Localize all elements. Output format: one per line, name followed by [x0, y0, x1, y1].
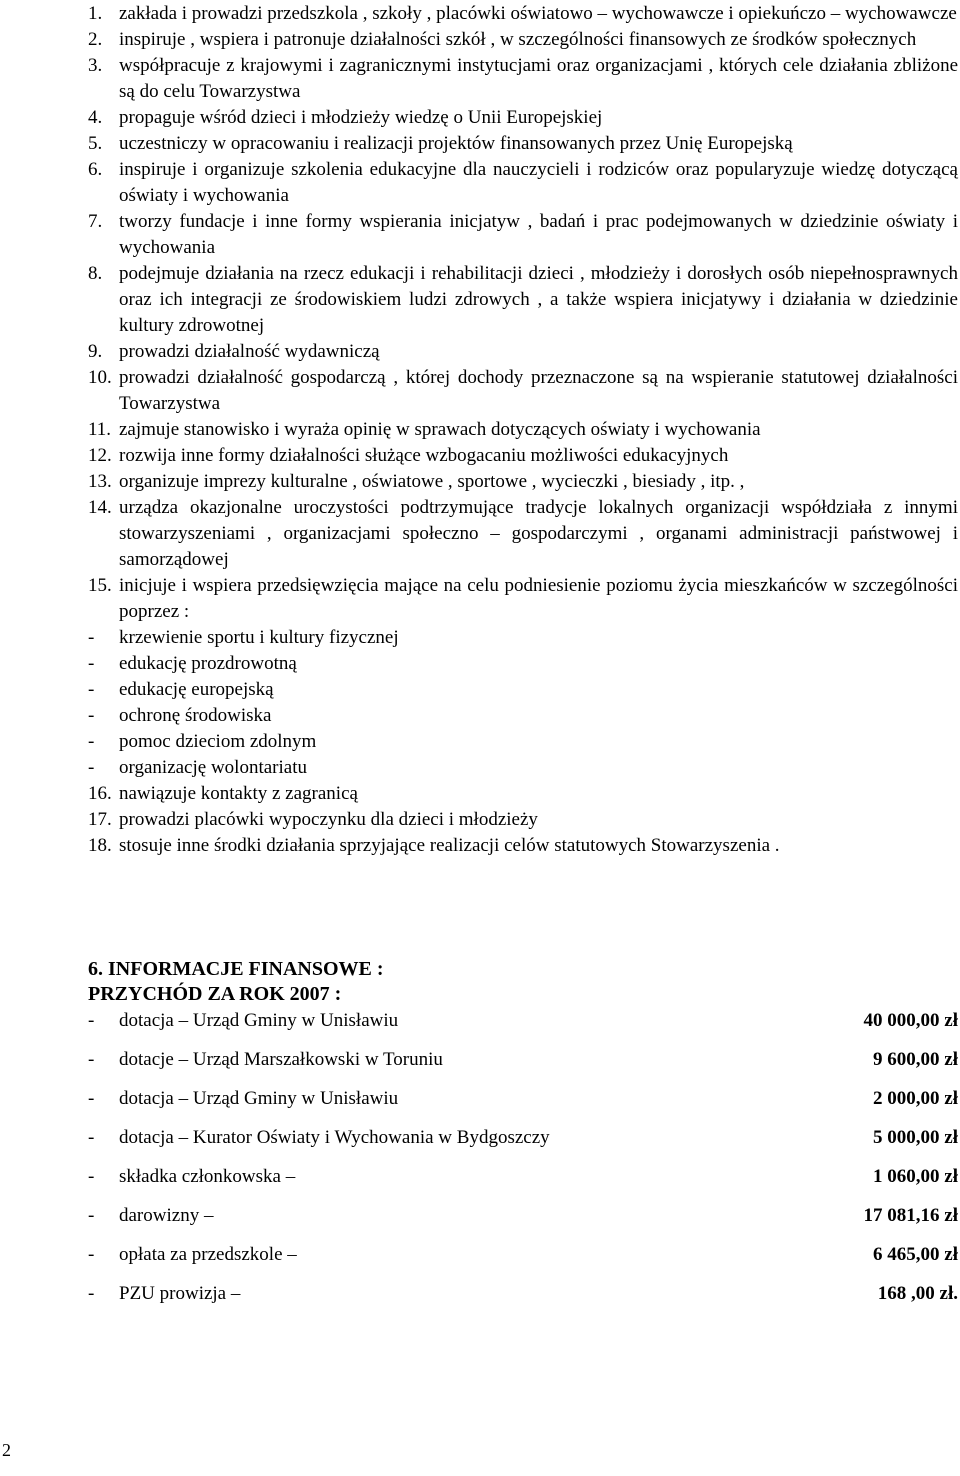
income-row [88, 1163, 958, 1202]
income-row [88, 1124, 958, 1163]
list-item [88, 27, 958, 53]
dash-marker: - [88, 1244, 95, 1265]
dash-marker: - [88, 1088, 95, 1109]
income-label: dotacja – Urząd Gminy w Unisławiu [119, 1088, 399, 1109]
item-number: 5. [88, 133, 103, 154]
dash-marker: - [88, 731, 95, 752]
item-number: 16. [88, 783, 112, 804]
item-number: 17. [88, 809, 112, 830]
sub-list-item [88, 755, 399, 781]
item-number: 12. [88, 445, 112, 466]
income-amount: 40 000,00 zł [863, 1010, 958, 1031]
sub-list-item [88, 677, 399, 703]
item-text: inspiruje i organizuje szkolenia edukacyjne dla nauczycieli i rodziców oraz popularyzuje wiedzę dotyczącą oświaty i wychowania [119, 159, 958, 206]
list-item [88, 261, 958, 339]
item-text: rozwija inne formy działalności służące wzbogacaniu możliwości edukacyjnych [119, 445, 729, 466]
sub-item-text: pomoc dzieciom zdolnym [119, 731, 317, 752]
income-row [88, 1241, 958, 1280]
list-item [88, 417, 958, 443]
item-number: 7. [88, 211, 103, 232]
sub-list [88, 625, 399, 781]
item-number: 18. [88, 835, 112, 856]
dash-marker: - [88, 1127, 95, 1148]
income-label: dotacja – Kurator Oświaty i Wychowania w Bydgoszczy [119, 1127, 550, 1148]
sub-item-text: edukację europejską [119, 679, 274, 700]
dash-marker: - [88, 1283, 95, 1304]
income-row [88, 1280, 958, 1319]
income-amount: 17 081,16 zł [863, 1205, 958, 1226]
income-row [88, 1202, 958, 1241]
item-text: uczestniczy w opracowaniu i realizacji projektów finansowanych przez Unię Europejską [119, 133, 793, 154]
item-number: 1. [88, 3, 103, 24]
income-row [88, 1046, 958, 1085]
sub-item-text: edukację prozdrowotną [119, 653, 297, 674]
income-label: darowizny – [119, 1205, 214, 1226]
income-amount: 5 000,00 zł [873, 1127, 958, 1148]
sub-list-item [88, 729, 399, 755]
income-list [88, 1007, 958, 1319]
income-label: składka członkowska – [119, 1166, 296, 1187]
item-number: 8. [88, 263, 103, 284]
income-amount: 2 000,00 zł [873, 1088, 958, 1109]
item-text: podejmuje działania na rzecz edukacji i rehabilitacji dzieci , młodzieży i dorosłych osób niepełnosprawnych oraz ich integracji ze środowiskiem ludzi zdrowych , a także wspiera inicjatywy i działania w dziedzinie kultury zdrowotnej [119, 263, 958, 336]
list-item [88, 443, 958, 469]
item-text: tworzy fundacje i inne formy wspierania inicjatyw , badań i prac podejmowanych w dziedzinie oświaty i wychowania [119, 211, 958, 258]
list-item [88, 131, 958, 157]
item-number: 9. [88, 341, 103, 362]
income-row [88, 1007, 958, 1046]
sub-list-item [88, 651, 399, 677]
list-item [88, 807, 958, 833]
item-text: inspiruje , wspiera i patronuje działalności szkół , w szczególności finansowych ze środków społecznych [119, 29, 917, 50]
sub-list-item [88, 625, 399, 651]
list-item [88, 365, 958, 417]
list-item [88, 105, 958, 131]
income-label: dotacje – Urząd Marszałkowski w Toruniu [119, 1049, 443, 1070]
sub-list-item [88, 703, 399, 729]
sub-item-text: krzewienie sportu i kultury fizycznej [119, 627, 399, 648]
list-item [88, 495, 958, 573]
sub-item-text: organizację wolontariatu [119, 757, 307, 778]
income-label: dotacja – Urząd Gminy w Unisławiu [119, 1010, 399, 1031]
dash-marker: - [88, 705, 95, 726]
list-item [88, 573, 958, 625]
dash-marker: - [88, 1049, 95, 1070]
item-text: zajmuje stanowisko i wyraża opinię w sprawach dotyczących oświaty i wychowania [119, 419, 761, 440]
item-text: prowadzi działalność wydawniczą [119, 341, 380, 362]
income-amount: 168 ,00 zł. [877, 1283, 958, 1304]
income-subheading: PRZYCHÓD ZA ROK 2007 : [88, 983, 342, 1005]
item-number: 6. [88, 159, 103, 180]
item-text: prowadzi działalność gospodarczą , której dochody przeznaczone są na wspieranie statutowej działalności Towarzystwa [119, 367, 958, 414]
item-number: 10. [88, 367, 112, 388]
income-label: opłata za przedszkole – [119, 1244, 297, 1265]
item-text: współpracuje z krajowymi i zagranicznymi instytucjami oraz organizacjami , których cele działania zbliżone są do celu Towarzystwa [119, 55, 958, 102]
list-item [88, 1, 958, 27]
dash-marker: - [88, 1166, 95, 1187]
item-text: zakłada i prowadzi przedszkola , szkoły , placówki oświatowo – wychowawcze i opiekuńczo – wychowawcze [119, 3, 957, 24]
section-heading: 6. INFORMACJE FINANSOWE : [88, 958, 384, 980]
item-number: 11. [88, 419, 112, 440]
list-item [88, 781, 958, 807]
income-label: PZU prowizja – [119, 1283, 241, 1304]
item-number: 2. [88, 29, 103, 50]
dash-marker: - [88, 679, 95, 700]
dash-marker: - [88, 627, 95, 648]
income-row [88, 1085, 958, 1124]
dash-marker: - [88, 1205, 95, 1226]
item-text: organizuje imprezy kulturalne , oświatowe , sportowe , wycieczki , biesiady , itp. , [119, 471, 745, 492]
item-text: propaguje wśród dzieci i młodzieży wiedzę o Unii Europejskiej [119, 107, 603, 128]
item-number: 3. [88, 55, 103, 76]
activities-list [88, 1, 958, 859]
item-text: nawiązuje kontakty z zagranicą [119, 783, 358, 804]
item-number: 13. [88, 471, 112, 492]
item-text: urządza okazjonalne uroczystości podtrzymujące tradycje lokalnych organizacji współdziała z innymi stowarzyszeniami , organizacjami społeczno – gospodarczymi , organami administracji państwowej i samorządowej [119, 497, 958, 570]
list-item [88, 469, 958, 495]
list-item [88, 209, 958, 261]
list-item [88, 833, 958, 859]
list-item [88, 53, 958, 105]
item-number: 4. [88, 107, 103, 128]
sub-item-text: ochronę środowiska [119, 705, 272, 726]
item-text: prowadzi placówki wypoczynku dla dzieci i młodzieży [119, 809, 538, 830]
dash-marker: - [88, 1010, 95, 1031]
list-item [88, 157, 958, 209]
item-number: 15. [88, 575, 112, 596]
sub-list-container [88, 625, 958, 781]
item-number: 14. [88, 497, 112, 518]
list-item [88, 339, 958, 365]
income-amount: 6 465,00 zł [873, 1244, 958, 1265]
item-text: inicjuje i wspiera przedsięwzięcia mające na celu podniesienie poziomu życia mieszkańców w szczególności poprzez : [119, 575, 958, 622]
page-number: 2 [2, 1440, 11, 1460]
income-amount: 9 600,00 zł [873, 1049, 958, 1070]
dash-marker: - [88, 653, 95, 674]
dash-marker: - [88, 757, 95, 778]
item-text: stosuje inne środki działania sprzyjające realizacji celów statutowych Stowarzyszenia . [119, 835, 780, 856]
income-amount: 1 060,00 zł [873, 1166, 958, 1187]
